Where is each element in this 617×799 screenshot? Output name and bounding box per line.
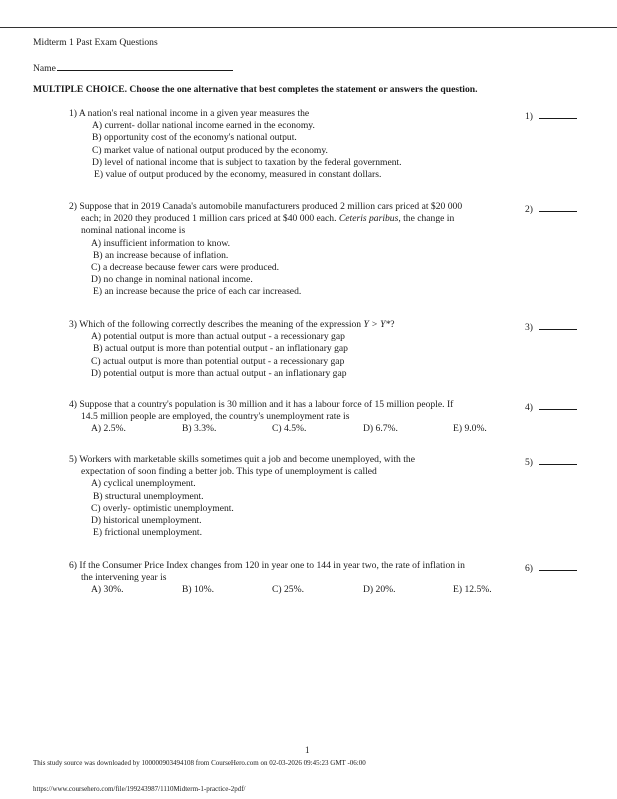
option-b: B) opportunity cost of the economy's national output.: [92, 132, 297, 144]
option-b: B) an increase because of inflation.: [93, 249, 229, 261]
option-a: A) current- dollar national income earned in the economy.: [92, 120, 315, 132]
question-stem-line-1: 5) Workers with marketable skills sometimes quit a job and become unemployed, with the: [69, 454, 415, 465]
answer-label: 1): [525, 111, 533, 122]
question-5: [69, 454, 519, 539]
question-stem-line-2: expectation of soon finding a better job. This type of unemployment is called: [81, 466, 377, 478]
question-stem-line-2: the intervening year is: [81, 572, 167, 584]
option-e: E) 12.5%.: [453, 584, 492, 596]
option-a: A) 30%.: [91, 584, 124, 596]
option-c: C) 4.5%.: [272, 423, 307, 435]
stem-text: each; in 2020 they produced 1 million cars priced at $40 000 each.: [81, 213, 339, 225]
option-c: C) actual output is more than potential output - a recessionary gap: [91, 355, 345, 367]
answer-label: 3): [525, 322, 533, 333]
option-e: E) frictional unemployment.: [93, 527, 202, 539]
option-d: D) potential output is more than actual output - an inflationary gap: [91, 367, 347, 379]
option-a: A) 2.5%.: [91, 423, 126, 435]
section-instructions: MULTIPLE CHOICE. Choose the one alternative that best completes the statement or answers the question.: [33, 84, 478, 95]
option-d: D) level of national income that is subject to taxation by the federal government.: [92, 156, 402, 168]
answer-blank[interactable]: [539, 319, 577, 330]
answer-label: 5): [525, 457, 533, 468]
page-number: 1: [305, 745, 310, 755]
name-blank-line[interactable]: [57, 61, 233, 71]
option-e: E) 9.0%.: [453, 423, 487, 435]
stem-text: , the change in: [398, 213, 455, 225]
answer-label: 2): [525, 204, 533, 215]
question-stem-line-2: [69, 213, 519, 225]
question-stem-line-1: 4) Suppose that a country's population is 30 million and it has a labour force of 15 million people. If: [69, 399, 454, 410]
question-stem-line-1: 6) If the Consumer Price Index changes from 120 in year one to 144 in year two, the rate of inflation in: [69, 560, 465, 571]
name-label: Name: [33, 63, 56, 74]
page-top-rule: [0, 27, 617, 28]
answer-slot-1: [525, 108, 577, 123]
option-c: C) a decrease because fewer cars were produced.: [91, 262, 280, 274]
option-a: A) potential output is more than actual output - a recessionary gap: [91, 331, 345, 343]
options-row: [69, 423, 519, 435]
question-stem-line-2: 14.5 million people are employed, the country's unemployment rate is: [81, 411, 350, 423]
stem-text: 3) Which of the following correctly describes the meaning of the expression: [69, 319, 364, 330]
answer-slot-5: [525, 454, 577, 469]
option-a: A) cyclical unemployment.: [91, 478, 196, 490]
answer-label: 6): [525, 563, 533, 574]
option-d: D) 20%.: [363, 584, 396, 596]
answer-label: 4): [525, 402, 533, 413]
option-b: B) structural unemployment.: [93, 490, 204, 502]
question-3: [69, 319, 519, 380]
option-d: D) 6.7%.: [363, 423, 398, 435]
question-stem: [69, 319, 519, 331]
option-a: A) insufficient information to know.: [91, 237, 231, 249]
option-c: C) 25%.: [272, 584, 304, 596]
question-1: [69, 108, 519, 181]
answer-blank[interactable]: [539, 108, 577, 119]
download-source-note: This study source was downloaded by 100000903494108 from CourseHero.com on 02-03-2026 09:45:23 GMT -06:00: [33, 759, 366, 767]
option-e: E) value of output produced by the economy, measured in constant dollars.: [94, 169, 382, 181]
option-d: D) no change in nominal national income.: [91, 274, 253, 286]
answer-slot-2: [525, 201, 577, 216]
stem-italic-term: Ceteris paribus: [338, 213, 399, 225]
answer-slot-6: [525, 560, 577, 575]
question-stem-line-1: 2) Suppose that in 2019 Canada's automobile manufacturers produced 2 million cars priced at $20 000: [69, 201, 463, 212]
answer-blank[interactable]: [539, 454, 577, 465]
option-b: B) actual output is more than potential output - an inflationary gap: [93, 343, 348, 355]
source-url[interactable]: https://www.coursehero.com/file/199243987/1110Midterm-1-practice-2pdf/: [33, 785, 246, 793]
question-4: [69, 399, 519, 436]
option-d: D) historical unemployment.: [91, 515, 202, 527]
question-6: [69, 560, 519, 597]
question-stem-line-3: nominal national income is: [81, 225, 186, 237]
option-c: C) overly- optimistic unemployment.: [91, 502, 234, 514]
answer-slot-4: [525, 399, 577, 414]
stem-text: ?: [390, 319, 395, 330]
answer-blank[interactable]: [539, 201, 577, 212]
option-c: C) market value of national output produced by the economy.: [92, 144, 328, 156]
option-e: E) an increase because the price of each car increased.: [93, 286, 302, 298]
answer-slot-3: [525, 319, 577, 334]
option-b: B) 10%.: [182, 584, 214, 596]
stem-expression: Y > Y*: [363, 319, 391, 330]
name-field-row: [33, 61, 233, 75]
question-2: [69, 201, 519, 299]
answer-blank[interactable]: [539, 399, 577, 410]
option-b: B) 3.3%.: [182, 423, 217, 435]
answer-blank[interactable]: [539, 560, 577, 571]
question-stem: 1) A nation's real national income in a given year measures the: [69, 108, 310, 119]
options-row: [69, 584, 519, 596]
exam-title: Midterm 1 Past Exam Questions: [33, 37, 158, 48]
